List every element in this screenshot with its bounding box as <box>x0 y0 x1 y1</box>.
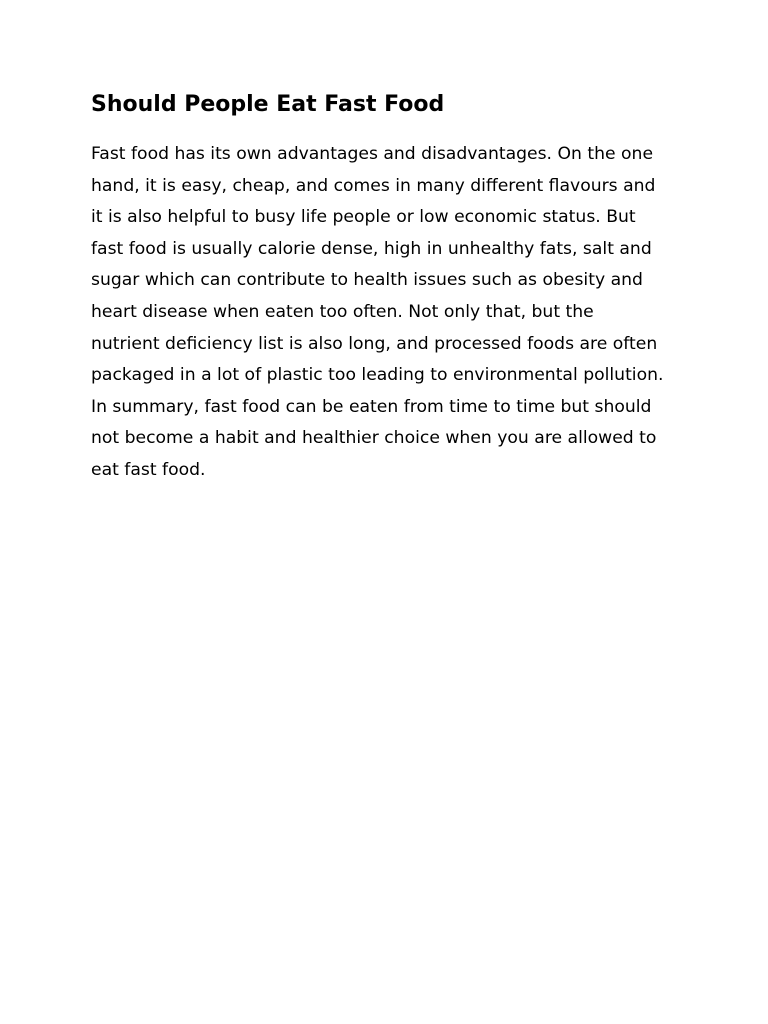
document-body <box>91 139 691 487</box>
body-line: heart disease when eaten too often. Not only that, but the <box>91 301 594 322</box>
body-line: it is also helpful to busy life people or low economic status. But <box>91 207 636 228</box>
document-title: Should People Eat Fast Food <box>91 92 445 117</box>
body-line: eat fast food. <box>91 459 206 480</box>
body-line: nutrient deficiency list is also long, and processed foods are often <box>91 333 658 354</box>
body-line: not become a habit and healthier choice when you are allowed to <box>91 428 657 449</box>
body-line: In summary, fast food can be eaten from time to time but should <box>91 396 652 417</box>
body-line: Fast food has its own advantages and disadvantages. On the one <box>91 144 654 164</box>
body-line: hand, it is easy, cheap, and comes in many different flavours and <box>91 175 656 196</box>
body-line: packaged in a lot of plastic too leading to environmental pollution. <box>91 365 664 386</box>
body-line: sugar which can contribute to health issues such as obesity and <box>91 270 643 291</box>
body-line: fast food is usually calorie dense, high in unhealthy fats, salt and <box>91 238 652 259</box>
